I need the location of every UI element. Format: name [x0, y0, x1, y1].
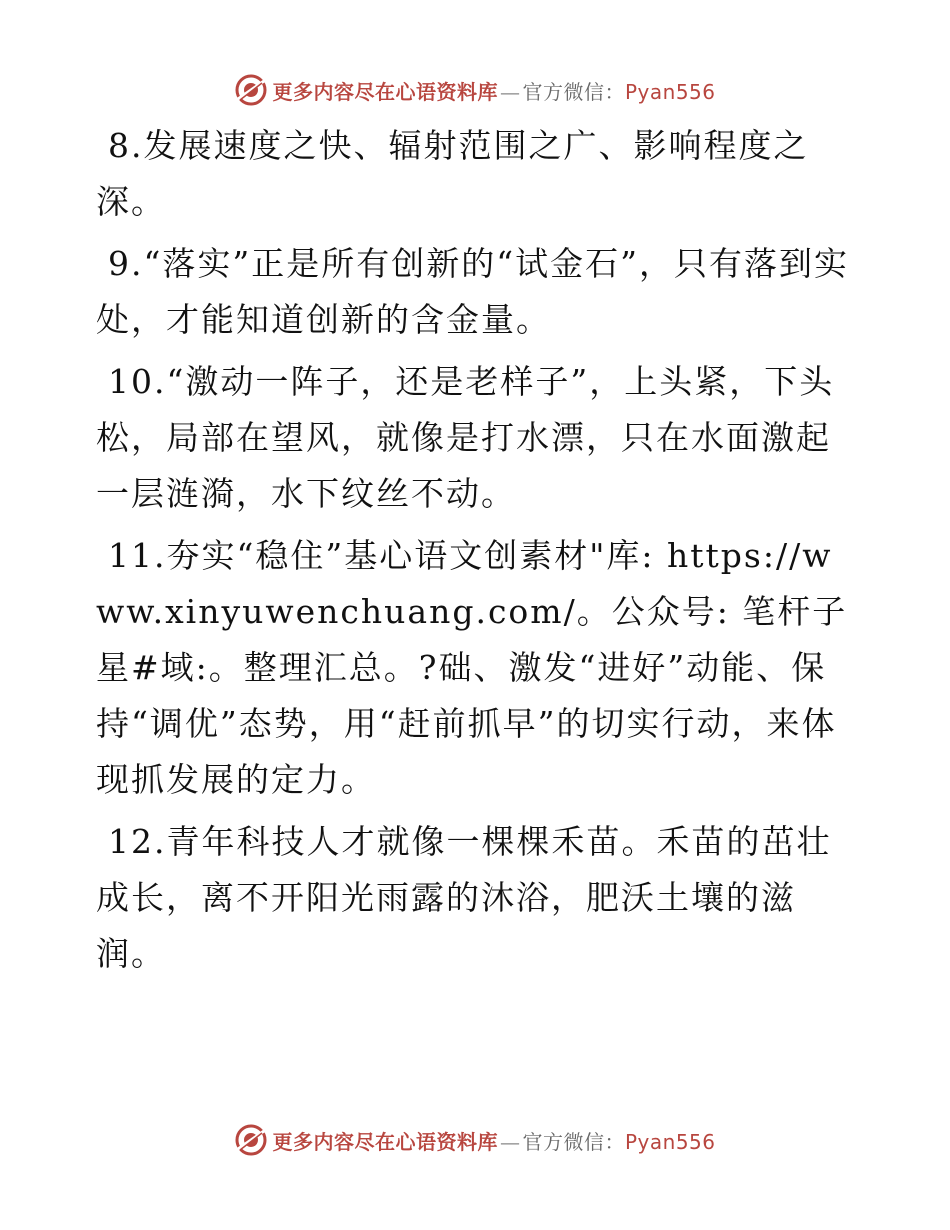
document-body	[96, 118, 856, 988]
footer-wechat-label: 官方微信：	[522, 1129, 625, 1154]
header-wechat-label: 官方微信：	[522, 79, 625, 104]
paragraph-number: 10.	[108, 362, 167, 401]
paragraph-text: 夯实“稳住”基心语文创素材"库: https://www.xinyuwenchuang.com/。公众号: 笔杆子星#域:。整理汇总。?础、激发“进好”动能、保持“调优”态势，用“赶前抓早”的切实行动，来体现抓发展的定力。	[96, 536, 848, 799]
header-wechat-id: Pyan556	[624, 79, 716, 104]
header-separator: —	[499, 79, 521, 104]
header-banner	[0, 70, 950, 110]
paragraph-12	[96, 814, 856, 982]
brand-logo-icon	[234, 1123, 268, 1157]
paragraph-8	[96, 118, 856, 230]
paragraph-10	[96, 354, 856, 522]
footer-wechat-id: Pyan556	[624, 1129, 716, 1154]
paragraph-number: 8.	[108, 126, 144, 165]
footer-banner	[0, 1120, 950, 1160]
footer-brand-text: 更多内容尽在心语资料库	[272, 1129, 498, 1154]
paragraph-number: 11.	[108, 536, 167, 575]
paragraph-text: “激动一阵子，还是老样子”，上头紧，下头松，局部在望风，就像是打水漂，只在水面激起一层涟漪，水下纹丝不动。	[96, 362, 835, 513]
paragraph-text: “落实”正是所有创新的“试金石”，只有落到实处，才能知道创新的含金量。	[96, 244, 849, 339]
brand-logo-icon	[234, 73, 268, 107]
paragraph-9	[96, 236, 856, 348]
paragraph-number: 9.	[108, 244, 144, 283]
paragraph-text: 青年科技人才就像一棵棵禾苗。禾苗的茁壮成长，离不开阳光雨露的沐浴，肥沃土壤的滋润。	[96, 822, 832, 973]
header-text	[272, 76, 715, 105]
footer-separator: —	[499, 1129, 521, 1154]
paragraph-number: 12.	[108, 822, 167, 861]
footer-text	[272, 1126, 715, 1155]
paragraph-text: 发展速度之快、辐射范围之广、影响程度之深。	[96, 126, 809, 221]
header-brand-text: 更多内容尽在心语资料库	[272, 79, 498, 104]
paragraph-11	[96, 528, 856, 808]
